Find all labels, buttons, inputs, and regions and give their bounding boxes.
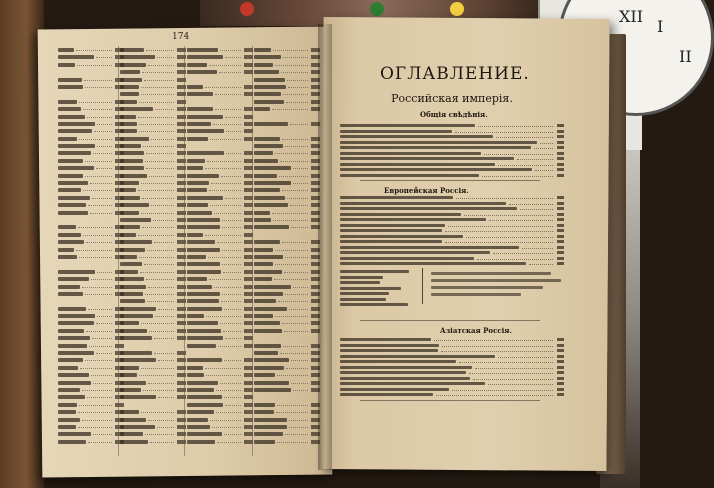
index-line-placeholder xyxy=(58,225,124,229)
index-line-placeholder xyxy=(254,100,320,104)
index-line-placeholder xyxy=(120,321,186,325)
index-line-placeholder xyxy=(254,115,320,119)
index-line-placeholder xyxy=(120,225,186,229)
toc-row-placeholder xyxy=(340,130,564,134)
index-line-placeholder xyxy=(187,85,253,89)
index-line-placeholder xyxy=(187,366,253,370)
index-line-placeholder xyxy=(254,174,320,178)
index-line-placeholder xyxy=(187,262,253,266)
toc-row-placeholder xyxy=(340,152,564,156)
index-column xyxy=(120,48,186,447)
index-line-placeholder xyxy=(58,314,124,318)
toc-row-placeholder xyxy=(340,240,564,244)
toc-row-placeholder xyxy=(340,168,564,172)
index-line-placeholder xyxy=(254,329,320,333)
index-line-placeholder xyxy=(58,285,124,289)
index-line-placeholder xyxy=(58,48,124,52)
index-line-placeholder xyxy=(58,240,124,244)
index-line-placeholder xyxy=(120,218,186,222)
index-line-placeholder xyxy=(187,225,253,229)
toc-row-placeholder xyxy=(340,292,418,296)
toc-section-european: Европейская Россія. xyxy=(384,186,469,195)
index-line-placeholder xyxy=(120,277,186,281)
index-line-placeholder xyxy=(187,122,253,126)
index-line-placeholder xyxy=(120,55,186,59)
toc-row-placeholder xyxy=(340,251,564,255)
index-line-placeholder xyxy=(120,122,186,126)
index-line-placeholder xyxy=(254,270,320,274)
toc-row-placeholder xyxy=(340,257,564,261)
index-line-placeholder xyxy=(187,344,253,348)
index-line-placeholder xyxy=(58,410,124,414)
book-spine xyxy=(318,24,332,470)
index-line-placeholder xyxy=(120,410,186,414)
index-line-placeholder xyxy=(187,255,253,259)
green-ornament xyxy=(370,2,384,16)
index-line-placeholder xyxy=(254,440,320,444)
index-line-placeholder xyxy=(120,440,186,444)
index-line-placeholder xyxy=(58,307,124,311)
index-line-placeholder xyxy=(187,329,253,333)
index-line-placeholder xyxy=(187,336,253,340)
index-line-placeholder xyxy=(254,277,320,281)
index-line-placeholder xyxy=(58,255,124,259)
toc-row-placeholder xyxy=(340,349,564,353)
toc-title: ОГЛАВЛЕНИЕ. xyxy=(380,64,530,84)
index-line-placeholder xyxy=(58,107,124,111)
index-line-placeholder xyxy=(254,358,320,362)
index-line-placeholder xyxy=(58,440,124,444)
index-line-placeholder xyxy=(187,181,253,185)
toc-row-placeholder xyxy=(340,281,418,285)
index-line-placeholder xyxy=(187,270,253,274)
index-line-placeholder xyxy=(58,122,124,126)
toc-row-placeholder xyxy=(340,393,564,397)
toc-grouped-note xyxy=(422,268,573,304)
index-line-placeholder xyxy=(254,144,320,148)
index-line-placeholder xyxy=(58,78,124,82)
index-line-placeholder xyxy=(187,203,253,207)
index-column xyxy=(187,48,253,447)
index-line-placeholder xyxy=(187,166,253,170)
index-line-placeholder xyxy=(254,292,320,296)
toc-section-asian: Азіатская Россія. xyxy=(440,326,512,335)
index-line-placeholder xyxy=(58,329,124,333)
index-line-placeholder xyxy=(58,196,124,200)
text-placeholder xyxy=(431,293,521,296)
index-line-placeholder xyxy=(187,425,253,429)
index-line-placeholder xyxy=(187,358,253,362)
index-line-placeholder xyxy=(120,336,186,340)
index-line-placeholder xyxy=(187,351,253,355)
toc-row-placeholder xyxy=(340,163,564,167)
index-line-placeholder xyxy=(120,285,186,289)
toc-heading: Российская имперія. xyxy=(391,92,513,105)
index-line-placeholder xyxy=(58,115,124,119)
toc-row-placeholder xyxy=(340,276,418,280)
clock-numeral-ii: II xyxy=(679,47,692,66)
index-line-placeholder xyxy=(187,196,253,200)
index-line-placeholder xyxy=(58,233,124,237)
index-line-placeholder xyxy=(58,166,124,170)
index-line-placeholder xyxy=(120,107,186,111)
index-line-placeholder xyxy=(58,55,124,59)
index-line-placeholder xyxy=(187,321,253,325)
toc-row-placeholder xyxy=(340,135,564,139)
index-line-placeholder xyxy=(120,418,186,422)
index-line-placeholder xyxy=(254,107,320,111)
index-line-placeholder xyxy=(187,418,253,422)
index-line-placeholder xyxy=(187,48,253,52)
index-line-placeholder xyxy=(254,137,320,141)
index-line-placeholder xyxy=(58,129,124,133)
index-line-placeholder xyxy=(187,211,253,215)
index-line-placeholder xyxy=(187,63,253,67)
index-line-placeholder xyxy=(58,181,124,185)
index-line-placeholder xyxy=(187,388,253,392)
index-line-placeholder xyxy=(120,425,186,429)
toc-row-placeholder xyxy=(340,235,564,239)
index-line-placeholder xyxy=(254,122,320,126)
index-line-placeholder xyxy=(58,159,124,163)
index-line-placeholder xyxy=(120,63,186,67)
index-line-placeholder xyxy=(187,218,253,222)
index-line-placeholder xyxy=(254,166,320,170)
index-line-placeholder xyxy=(187,395,253,399)
index-line-placeholder xyxy=(58,344,124,348)
index-line-placeholder xyxy=(254,218,320,222)
index-line-placeholder xyxy=(187,115,253,119)
index-line-placeholder xyxy=(58,336,124,340)
index-line-placeholder xyxy=(120,299,186,303)
index-line-placeholder xyxy=(58,299,124,303)
index-line-placeholder xyxy=(254,432,320,436)
index-line-placeholder xyxy=(187,144,253,148)
index-line-placeholder xyxy=(120,366,186,370)
toc-row-placeholder xyxy=(340,196,564,200)
index-line-placeholder xyxy=(58,174,124,178)
index-line-placeholder xyxy=(254,159,320,163)
index-line-placeholder xyxy=(58,188,124,192)
index-line-placeholder xyxy=(187,299,253,303)
index-line-placeholder xyxy=(120,196,186,200)
index-line-placeholder xyxy=(120,270,186,274)
toc-row-placeholder xyxy=(340,157,564,161)
index-line-placeholder xyxy=(254,129,320,133)
index-line-placeholder xyxy=(254,255,320,259)
index-line-placeholder xyxy=(58,270,124,274)
index-line-placeholder xyxy=(187,70,253,74)
index-line-placeholder xyxy=(187,277,253,281)
index-line-placeholder xyxy=(120,233,186,237)
index-line-placeholder xyxy=(58,211,124,215)
clock-numeral-xii: XII xyxy=(619,7,644,26)
index-line-placeholder xyxy=(120,240,186,244)
index-line-placeholder xyxy=(254,403,320,407)
index-line-placeholder xyxy=(120,395,186,399)
toc-row-placeholder xyxy=(340,388,564,392)
index-line-placeholder xyxy=(187,129,253,133)
toc-row-placeholder xyxy=(340,355,564,359)
toc-row-placeholder xyxy=(340,224,564,228)
index-line-placeholder xyxy=(120,211,186,215)
toc-row-placeholder xyxy=(340,344,564,348)
text-placeholder xyxy=(431,279,561,282)
index-line-placeholder xyxy=(187,432,253,436)
index-column xyxy=(58,48,124,447)
toc-row-placeholder xyxy=(340,338,564,342)
red-ornament xyxy=(240,2,254,16)
index-line-placeholder xyxy=(120,174,186,178)
toc-row-placeholder xyxy=(340,366,564,370)
index-line-placeholder xyxy=(120,314,186,318)
index-line-placeholder xyxy=(187,151,253,155)
index-line-placeholder xyxy=(254,211,320,215)
column-rule xyxy=(118,46,119,456)
index-line-placeholder xyxy=(254,425,320,429)
toc-row-placeholder xyxy=(340,218,564,222)
index-line-placeholder xyxy=(120,381,186,385)
toc-row-placeholder xyxy=(340,246,564,250)
index-line-placeholder xyxy=(58,418,124,422)
text-placeholder xyxy=(431,286,543,289)
index-line-placeholder xyxy=(58,203,124,207)
index-line-placeholder xyxy=(120,151,186,155)
index-line-placeholder xyxy=(254,248,320,252)
index-line-placeholder xyxy=(187,55,253,59)
index-line-placeholder xyxy=(58,262,124,266)
index-line-placeholder xyxy=(120,188,186,192)
index-line-placeholder xyxy=(120,388,186,392)
index-line-placeholder xyxy=(58,292,124,296)
toc-row-placeholder xyxy=(340,287,418,291)
index-line-placeholder xyxy=(254,299,320,303)
toc-row-placeholder xyxy=(340,270,418,274)
toc-row-placeholder xyxy=(340,202,564,206)
index-line-placeholder xyxy=(187,440,253,444)
index-line-placeholder xyxy=(120,181,186,185)
text-placeholder xyxy=(431,272,551,275)
index-line-placeholder xyxy=(254,92,320,96)
index-line-placeholder xyxy=(187,285,253,289)
index-line-placeholder xyxy=(120,432,186,436)
index-line-placeholder xyxy=(187,233,253,237)
index-line-placeholder xyxy=(187,248,253,252)
index-line-placeholder xyxy=(58,100,124,104)
index-line-placeholder xyxy=(58,351,124,355)
index-line-placeholder xyxy=(187,100,253,104)
index-line-placeholder xyxy=(120,129,186,133)
index-line-placeholder xyxy=(254,196,320,200)
index-line-placeholder xyxy=(254,78,320,82)
index-line-placeholder xyxy=(58,248,124,252)
index-line-placeholder xyxy=(58,85,124,89)
index-line-placeholder xyxy=(187,403,253,407)
index-line-placeholder xyxy=(254,388,320,392)
toc-row-placeholder xyxy=(340,174,564,178)
index-line-placeholder xyxy=(187,292,253,296)
index-line-placeholder xyxy=(58,277,124,281)
toc-section-general: Общія свѣдѣнія. xyxy=(420,110,488,119)
index-line-placeholder xyxy=(187,92,253,96)
toc-row-placeholder xyxy=(340,382,564,386)
index-line-placeholder xyxy=(58,373,124,377)
toc-row-placeholder xyxy=(340,229,564,233)
index-line-placeholder xyxy=(254,48,320,52)
index-line-placeholder xyxy=(58,70,124,74)
index-line-placeholder xyxy=(58,358,124,362)
index-line-placeholder xyxy=(58,381,124,385)
index-line-placeholder xyxy=(120,78,186,82)
index-line-placeholder xyxy=(58,92,124,96)
index-line-placeholder xyxy=(120,203,186,207)
index-line-placeholder xyxy=(254,321,320,325)
index-line-placeholder xyxy=(187,174,253,178)
index-line-placeholder xyxy=(120,255,186,259)
index-line-placeholder xyxy=(187,78,253,82)
index-line-placeholder xyxy=(58,366,124,370)
index-line-placeholder xyxy=(254,70,320,74)
yellow-ornament xyxy=(450,2,464,16)
index-line-placeholder xyxy=(254,240,320,244)
index-line-placeholder xyxy=(58,432,124,436)
index-line-placeholder xyxy=(187,137,253,141)
index-line-placeholder xyxy=(120,166,186,170)
index-line-placeholder xyxy=(187,410,253,414)
toc-row-placeholder xyxy=(340,213,564,217)
toc-divider xyxy=(360,320,540,321)
toc-divider xyxy=(360,400,540,401)
clock-numeral-i: I xyxy=(657,17,664,36)
index-line-placeholder xyxy=(120,403,186,407)
index-line-placeholder xyxy=(120,292,186,296)
index-line-placeholder xyxy=(58,151,124,155)
index-line-placeholder xyxy=(254,381,320,385)
index-line-placeholder xyxy=(254,351,320,355)
index-line-placeholder xyxy=(187,240,253,244)
index-line-placeholder xyxy=(120,351,186,355)
column-rule xyxy=(252,46,253,456)
index-column xyxy=(254,48,320,447)
index-line-placeholder xyxy=(120,100,186,104)
toc-row-placeholder xyxy=(340,146,564,150)
index-line-placeholder xyxy=(187,159,253,163)
index-line-placeholder xyxy=(120,85,186,89)
index-line-placeholder xyxy=(254,85,320,89)
left-page-number: 174 xyxy=(172,32,190,42)
index-line-placeholder xyxy=(254,63,320,67)
toc-row-placeholder xyxy=(340,377,564,381)
index-line-placeholder xyxy=(120,262,186,266)
column-rule xyxy=(184,46,185,456)
toc-row-placeholder xyxy=(340,124,564,128)
index-columns xyxy=(38,26,328,29)
index-line-placeholder xyxy=(187,314,253,318)
index-line-placeholder xyxy=(254,225,320,229)
toc-row-placeholder xyxy=(340,371,564,375)
index-line-placeholder xyxy=(187,307,253,311)
index-line-placeholder xyxy=(120,144,186,148)
index-line-placeholder xyxy=(120,248,186,252)
toc-row-placeholder xyxy=(340,207,564,211)
toc-row-placeholder xyxy=(340,360,564,364)
index-line-placeholder xyxy=(58,144,124,148)
index-line-placeholder xyxy=(254,151,320,155)
index-line-placeholder xyxy=(120,115,186,119)
index-line-placeholder xyxy=(120,159,186,163)
index-line-placeholder xyxy=(254,366,320,370)
index-line-placeholder xyxy=(187,381,253,385)
index-line-placeholder xyxy=(120,344,186,348)
index-line-placeholder xyxy=(120,329,186,333)
toc-row-placeholder xyxy=(340,262,564,266)
index-line-placeholder xyxy=(58,321,124,325)
index-line-placeholder xyxy=(120,307,186,311)
index-line-placeholder xyxy=(58,395,124,399)
index-line-placeholder xyxy=(254,188,320,192)
index-line-placeholder xyxy=(254,181,320,185)
toc-row-placeholder xyxy=(340,298,418,302)
index-line-placeholder xyxy=(254,233,320,237)
toc-divider xyxy=(360,180,540,181)
index-line-placeholder xyxy=(120,358,186,362)
index-line-placeholder xyxy=(120,137,186,141)
index-line-placeholder xyxy=(120,70,186,74)
index-line-placeholder xyxy=(58,137,124,141)
index-line-placeholder xyxy=(58,403,124,407)
index-line-placeholder xyxy=(254,336,320,340)
index-line-placeholder xyxy=(254,203,320,207)
index-line-placeholder xyxy=(254,410,320,414)
index-line-placeholder xyxy=(187,373,253,377)
index-line-placeholder xyxy=(254,285,320,289)
index-line-placeholder xyxy=(58,425,124,429)
index-line-placeholder xyxy=(120,92,186,96)
index-line-placeholder xyxy=(187,188,253,192)
index-line-placeholder xyxy=(187,107,253,111)
index-line-placeholder xyxy=(254,307,320,311)
index-line-placeholder xyxy=(120,48,186,52)
index-line-placeholder xyxy=(58,218,124,222)
index-line-placeholder xyxy=(58,63,124,67)
toc-row-placeholder xyxy=(340,303,418,307)
index-line-placeholder xyxy=(254,418,320,422)
index-line-placeholder xyxy=(254,373,320,377)
index-line-placeholder xyxy=(254,262,320,266)
index-line-placeholder xyxy=(120,373,186,377)
index-line-placeholder xyxy=(58,388,124,392)
index-line-placeholder xyxy=(254,55,320,59)
index-line-placeholder xyxy=(254,344,320,348)
toc-row-placeholder xyxy=(340,141,564,145)
index-line-placeholder xyxy=(254,395,320,399)
index-line-placeholder xyxy=(254,314,320,318)
